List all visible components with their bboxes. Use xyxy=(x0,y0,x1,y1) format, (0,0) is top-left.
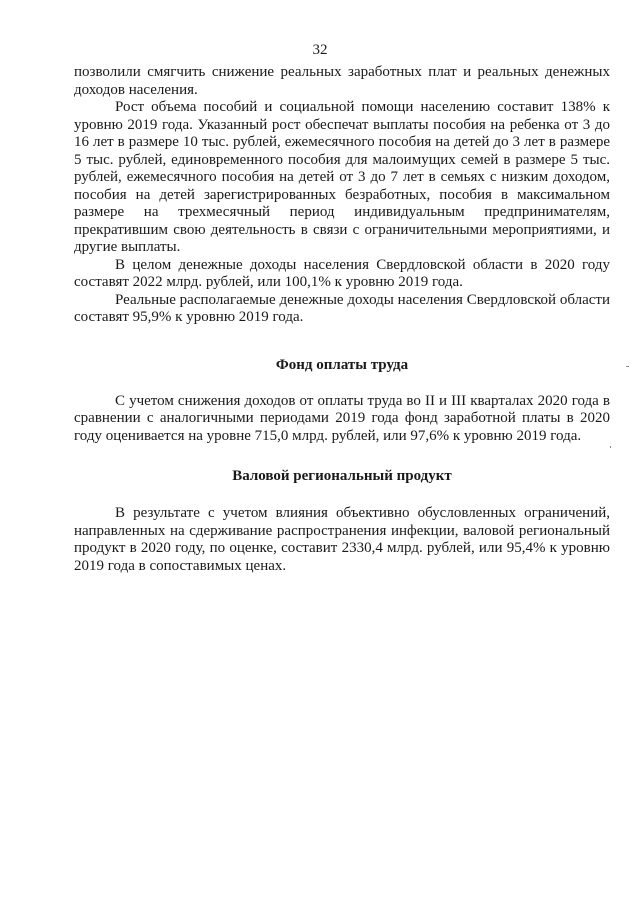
section-heading-grp: Валовой региональный продукт xyxy=(232,468,452,484)
scan-artifact xyxy=(626,366,629,367)
paragraph-real-income: Реальные располагаемые денежные доходы населения Свердловской области составят 95,9% к уровню 2019 года. xyxy=(74,291,610,325)
section-heading-payroll: Фонд оплаты труда xyxy=(275,356,409,373)
paragraph-continuation: позволили смягчить снижение реальных заработных плат и реальных денежных доходов населения. xyxy=(74,64,610,98)
paragraph-payroll: С учетом снижения доходов от оплаты труда во II и III кварталах 2020 года в сравнении с аналогичными периодами 2019 года фонд заработной платы в 2020 году оценивается на уровне 715,0 млрд. рублей, или 97,6% к уровню 2019 года. xyxy=(74,392,610,444)
document-body xyxy=(74,64,610,575)
page-number: 32 xyxy=(312,42,328,58)
paragraph-grp: В результате с учетом влияния объективно обусловленных ограничений, направленных на сдерживание распространения инфекции, валовой региональный продукт в 2020 году, по оценке, составит 2330,4 млрд. рублей, или 95,4% к уровню 2019 года в сопоставимых ценах. xyxy=(74,505,610,574)
scan-artifact xyxy=(610,446,611,448)
paragraph-total-income: В целом денежные доходы населения Свердловской области в 2020 году составят 2022 млрд. рублей, или 100,1% к уровню 2019 года. xyxy=(74,256,610,290)
paragraph-benefits-growth: Рост объема пособий и социальной помощи населению составит 138% к уровню 2019 года. Указанный рост обеспечат выплаты пособия на ребенка от 3 до 16 лет в размере 10 тыс. рублей, ежемесячного пособия на детей до 3 лет в размере 5 тыс. рублей, единовременного пособия для малоимущих семей в размере 5 тыс. рублей, ежемесячного пособия на детей от 3 до 7 лет в семьях с низким доходом, пособия на детей зарегистрированных безработных, пособия в максимальном размере на трехмесячный период индивидуальным предпринимателям, прекратившим свою деятельность в связи с ограничительными мероприятиями, и другие выплаты. xyxy=(74,99,610,255)
